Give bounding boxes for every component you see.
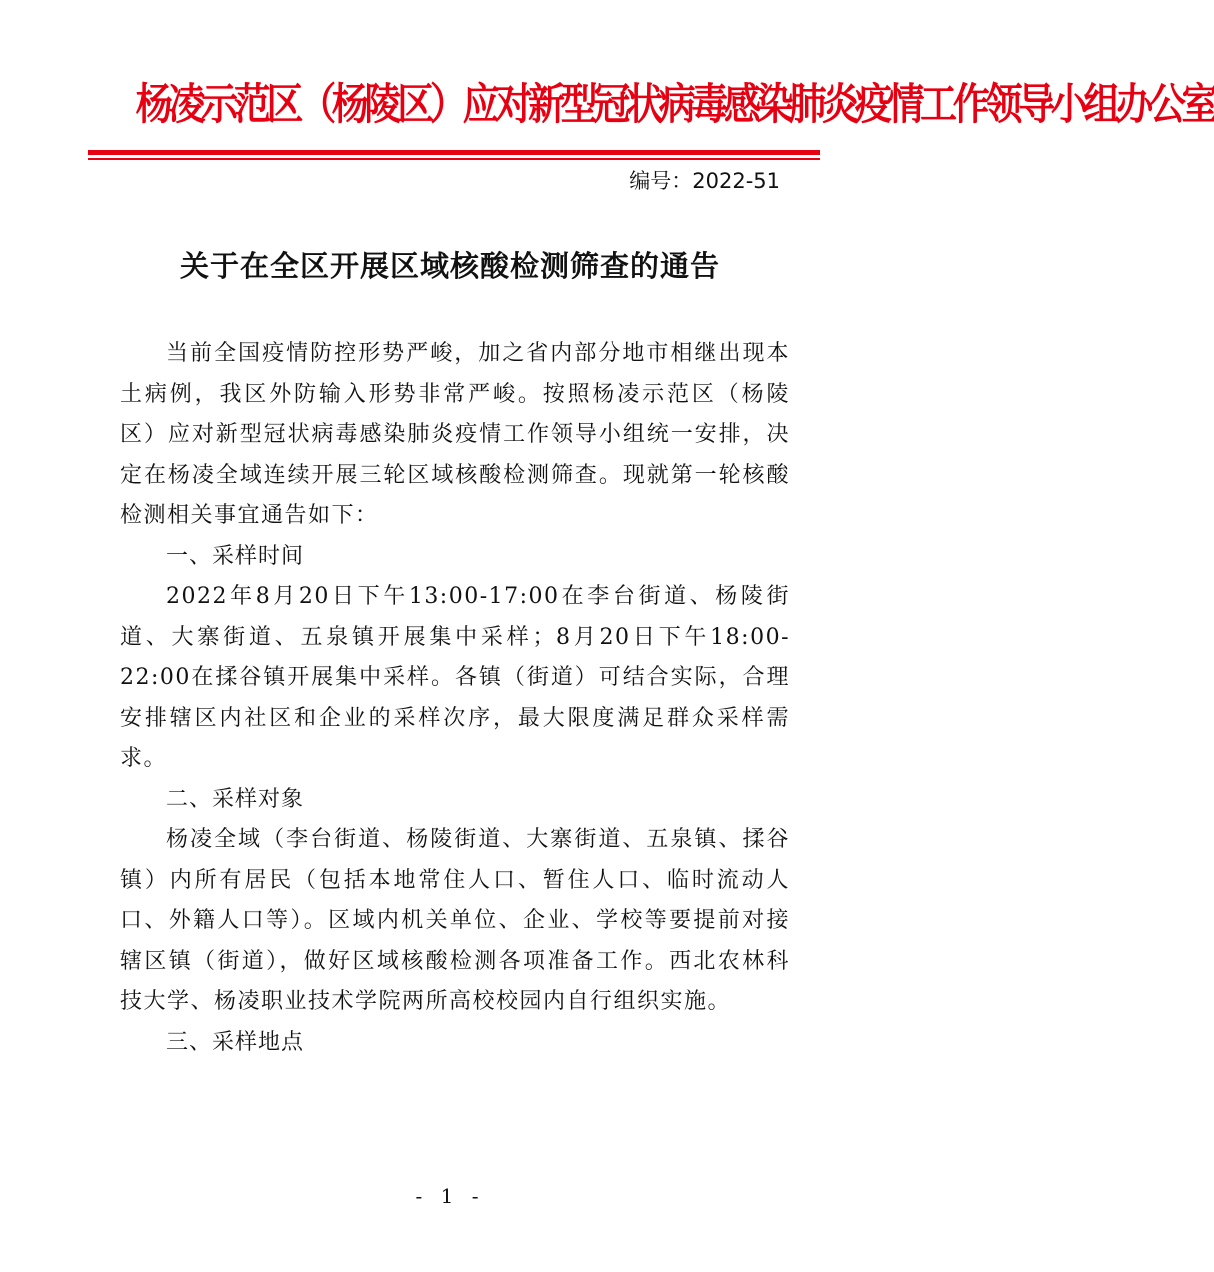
section-paragraph-sampling-targets: 杨凌全域（李台街道、杨陵街道、大寨街道、五泉镇、揉谷镇）内所有居民（包括本地常住人口、暂住人口、临时流动人口、外籍人口等）。区域内机关单位、企业、学校等要提前对接辖区镇（街道），做好区域核酸检测各项准备工作。西北农林科技大学、杨凌职业技术学院两所高校校园内自行组织实施。 [120, 827, 790, 1014]
intro-paragraph: 当前全国疫情防控形势严峻，加之省内部分地市相继出现本土病例，我区外防输入形势非常严峻。按照杨凌示范区（杨陵区）应对新型冠状病毒感染肺炎疫情工作领导小组统一安排，决定在杨凌全域连续开展三轮区域核酸检测筛查。现就第一轮核酸检测相关事宜通告如下： [120, 341, 790, 528]
notice-title: 关于在全区开展区域核酸检测筛查的通告 [179, 249, 720, 283]
section-heading-sampling-targets: 二、采样对象 [166, 786, 305, 812]
notice-body [120, 334, 790, 1063]
section-heading-sampling-time: 一、采样时间 [166, 543, 305, 569]
masthead-red-rule-thin [88, 158, 820, 160]
document-number: 编号：2022-51 [629, 169, 780, 193]
section-paragraph-sampling-time: 2022年8月20日下午13:00-17:00在李台街道、杨陵街道、大寨街道、五泉镇开展集中采样；8月20日下午18:00-22:00在揉谷镇开展集中采样。各镇（街道）可结合实际，合理安排辖区内社区和企业的采样次序，最大限度满足群众采样需求。 [120, 584, 790, 771]
page-number: - 1 - [415, 1184, 485, 1208]
issuing-office-masthead: 杨凌示范区（杨陵区）应对新型冠状病毒感染肺炎疫情工作领导小组办公室 [135, 80, 1214, 130]
section-heading-sampling-locations: 三、采样地点 [166, 1029, 305, 1055]
masthead-red-rule-thick [88, 150, 820, 155]
